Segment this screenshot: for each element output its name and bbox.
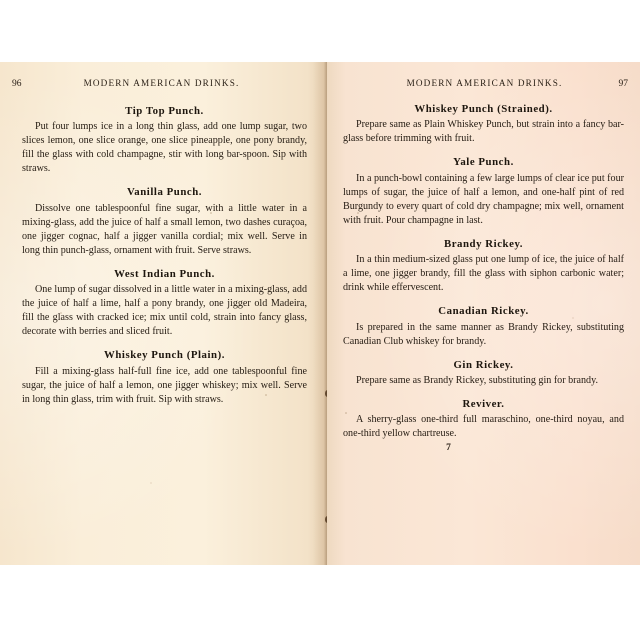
recipe-entry — [22, 105, 307, 176]
left-page — [0, 62, 327, 565]
recipe-entry — [343, 103, 624, 146]
recipe-body: Fill a mixing-glass half-full fine ice, add one tablespoonful fine sugar, the juice of half a lemon, one jigger whiskey; mix well. Serve in long thin glass, trim with fruit. Sip with straws. — [22, 365, 307, 405]
recipe-title: Vanilla Punch. — [126, 186, 203, 199]
recipe-title: Gin Rickey. — [453, 358, 514, 371]
left-page-folio: 96 — [12, 79, 22, 89]
recipe-title: Brandy Rickey. — [443, 237, 524, 250]
right-page-folio: 97 — [618, 79, 628, 89]
recipe-title: Whiskey Punch (Plain). — [104, 349, 225, 362]
signature-mark: 7 — [446, 443, 451, 454]
recipe-body: In a thin medium-sized glass put one lump of ice, the juice of half a lime, one jigger brandy, fill the glass with siphon carbonic water; drink while effervescent. — [343, 254, 624, 294]
right-page-running-head: MODERN AMERICAN DRINKS. — [406, 78, 563, 88]
recipe-title: Canadian Rickey. — [438, 305, 529, 318]
recipe-body: Prepare same as Brandy Rickey, substituting gin for brandy. — [356, 375, 599, 387]
paper-speck — [150, 482, 152, 484]
recipe-entry — [22, 349, 307, 406]
right-page-header — [343, 78, 628, 95]
recipe-entry — [22, 268, 307, 339]
recipe-body: In a punch-bowl containing a few large lumps of clear ice put four lumps of sugar, the juice of half a lemon, and one-half pint of red Burgundy to every quart of cold dry champagne; mix well, ornament with fruit. Pour champagne in last. — [343, 172, 624, 226]
recipe-title: Reviver. — [462, 398, 505, 411]
recipe-entry — [343, 305, 624, 348]
left-page-running-head: MODERN AMERICAN DRINKS. — [83, 78, 240, 88]
recipe-body: Prepare same as Plain Whiskey Punch, but strain into a fancy bar-glass before trimming with fruit. — [343, 119, 624, 145]
recipe-body: One lump of sugar dissolved in a little water in a mixing-glass, add the juice of half a lime, half a pony brandy, one jigger old Madeira, fill the glass with cracked ice; mix until cold, strain into fancy glass, decorate with berries and sliced fruit. — [22, 284, 307, 338]
recipe-body: Put four lumps ice in a long thin glass, add one lump sugar, two slices lemon, one slice orange, one slice pineapple, one pony brandy, fill the glass with cold champagne, stir with long bar-spoon. Sip with straws. — [22, 121, 307, 175]
recipe-entry — [343, 359, 624, 388]
recipe-title: Yale Punch. — [453, 156, 514, 169]
recipe-entry — [343, 238, 624, 295]
left-page-header — [12, 78, 307, 95]
recipe-entry — [22, 186, 307, 257]
recipe-body: Is prepared in the same manner as Brandy Rickey, substituting Canadian Club whiskey for brandy. — [343, 321, 624, 347]
recipe-body: Dissolve one tablespoonful fine sugar, with a little water in a mixing-glass, add the juice of half a small lemon, two dashes curaçoa, one jigger cognac, half a jigger vanilla cordial; mix well. Serve in long thin punch-glass, ornament with fruit. Serve straws. — [22, 202, 307, 256]
recipe-title: Tip Top Punch. — [125, 105, 204, 117]
recipe-body: A sherry-glass one-third full maraschino, one-third noyau, and one-third yellow chartreuse. — [343, 414, 624, 440]
recipe-title: Whiskey Punch (Strained). — [414, 103, 553, 115]
right-page — [327, 62, 640, 565]
book-spread — [0, 62, 640, 565]
recipe-entry — [343, 398, 624, 441]
recipe-entry — [343, 156, 624, 227]
recipe-title: West Indian Punch. — [114, 267, 215, 280]
